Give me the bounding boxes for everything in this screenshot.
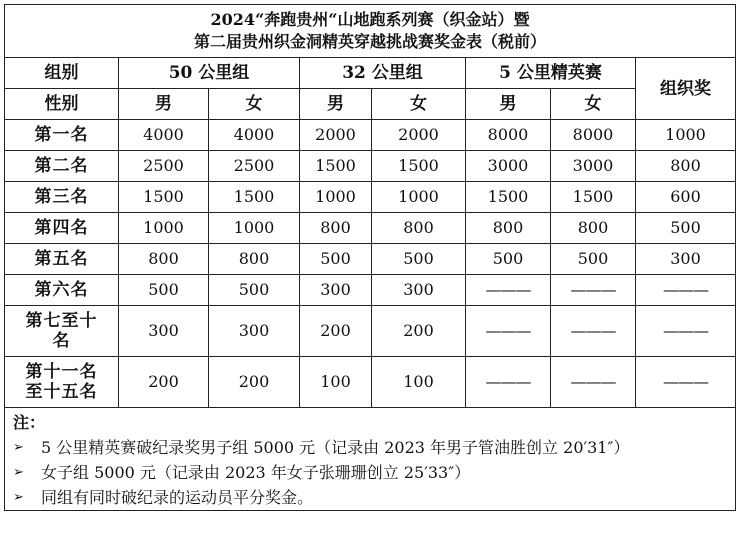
prize-rows — [5, 120, 736, 408]
rank-label: 第四名 — [5, 213, 119, 244]
prize-cell: 1000 — [636, 120, 736, 151]
prize-cell: 300 — [372, 275, 466, 306]
table-row — [5, 357, 736, 408]
prize-cell: 800 — [551, 213, 636, 244]
rank-label: 第十一名至十五名 — [5, 357, 119, 408]
table-row — [5, 244, 736, 275]
prize-cell: 3000 — [551, 151, 636, 182]
table-row — [5, 306, 736, 357]
prize-cell: 300 — [119, 306, 209, 357]
gender-male: 男 — [119, 89, 209, 120]
prize-cell: 500 — [636, 213, 736, 244]
prize-cell: ——— — [551, 357, 636, 408]
note-text: 同组有同时破纪录的运动员平分奖金。 — [41, 488, 314, 507]
prize-cell: ——— — [466, 306, 551, 357]
prize-cell: 300 — [209, 306, 300, 357]
table-row — [5, 275, 736, 306]
group-5km-elite: 5 公里精英赛 — [466, 58, 636, 89]
notes-row — [5, 408, 736, 511]
prize-cell: ——— — [636, 306, 736, 357]
table-row — [5, 151, 736, 182]
prize-cell: 1500 — [300, 151, 372, 182]
group-32km: 32 公里组 — [300, 58, 466, 89]
prize-cell: 800 — [466, 213, 551, 244]
prize-cell: 800 — [372, 213, 466, 244]
arrow-bullet-icon: ➢ — [13, 490, 24, 505]
prize-cell: 800 — [300, 213, 372, 244]
note-item — [13, 460, 729, 485]
rank-label: 第三名 — [5, 182, 119, 213]
title-line-2: 第二届贵州织金洞精英穿越挑战赛奖金表（税前） — [194, 32, 547, 51]
prize-cell: 500 — [209, 275, 300, 306]
prize-cell: 800 — [119, 244, 209, 275]
gender-female: 女 — [209, 89, 300, 120]
prize-cell: 8000 — [466, 120, 551, 151]
prize-cell: 1000 — [300, 182, 372, 213]
prize-cell: 300 — [636, 244, 736, 275]
prize-cell: 1000 — [119, 213, 209, 244]
note-item — [13, 435, 729, 460]
prize-cell: 300 — [300, 275, 372, 306]
prize-cell: 500 — [119, 275, 209, 306]
prize-cell: 8000 — [551, 120, 636, 151]
prize-cell: ——— — [636, 275, 736, 306]
rank-label: 第二名 — [5, 151, 119, 182]
rank-label: 第六名 — [5, 275, 119, 306]
prize-cell: ——— — [551, 275, 636, 306]
note-text: 5 公里精英赛破纪录奖男子组 5000 元（记录由 2023 年男子管油胜创立 20′31″） — [41, 438, 630, 457]
prize-cell: 2500 — [209, 151, 300, 182]
prize-table — [4, 4, 736, 511]
prize-cell: 2500 — [119, 151, 209, 182]
arrow-bullet-icon: ➢ — [13, 465, 24, 480]
prize-cell: 1500 — [209, 182, 300, 213]
prize-cell: 100 — [372, 357, 466, 408]
gender-header-row — [5, 89, 736, 120]
rank-label: 第七至十名 — [5, 306, 119, 357]
rank-label: 第一名 — [5, 120, 119, 151]
prize-cell: 1500 — [551, 182, 636, 213]
table-row — [5, 182, 736, 213]
gender-male: 男 — [300, 89, 372, 120]
prize-cell: 1000 — [372, 182, 466, 213]
prize-cell: 1500 — [372, 151, 466, 182]
table-row — [5, 120, 736, 151]
prize-cell: 600 — [636, 182, 736, 213]
prize-cell: 1500 — [119, 182, 209, 213]
table-title — [5, 5, 736, 58]
prize-cell: 200 — [119, 357, 209, 408]
prize-cell: 1500 — [466, 182, 551, 213]
prize-cell: ——— — [466, 275, 551, 306]
prize-cell: 3000 — [466, 151, 551, 182]
prize-cell: 500 — [466, 244, 551, 275]
title-row — [5, 5, 736, 58]
prize-cell: 4000 — [209, 120, 300, 151]
rank-label: 第五名 — [5, 244, 119, 275]
prize-cell: 200 — [372, 306, 466, 357]
arrow-bullet-icon: ➢ — [13, 440, 24, 455]
prize-table-document — [4, 4, 735, 556]
group-label: 组别 — [5, 58, 119, 89]
note-text: 女子组 5000 元（记录由 2023 年女子张珊珊创立 25′33″） — [41, 463, 471, 482]
gender-female: 女 — [372, 89, 466, 120]
prize-cell: 800 — [209, 244, 300, 275]
prize-cell: 1000 — [209, 213, 300, 244]
group-header-row — [5, 58, 736, 89]
gender-female: 女 — [551, 89, 636, 120]
prize-cell: ——— — [466, 357, 551, 408]
prize-cell: 500 — [551, 244, 636, 275]
notes-label: 注： — [13, 413, 46, 432]
prize-cell: 200 — [300, 306, 372, 357]
prize-cell: ——— — [551, 306, 636, 357]
table-row — [5, 213, 736, 244]
prize-cell: 500 — [300, 244, 372, 275]
gender-male: 男 — [466, 89, 551, 120]
prize-cell: 100 — [300, 357, 372, 408]
notes-cell — [5, 408, 736, 511]
note-item — [13, 485, 729, 510]
prize-cell: 200 — [209, 357, 300, 408]
prize-cell: 4000 — [119, 120, 209, 151]
gender-label: 性别 — [5, 89, 119, 120]
org-award-header: 组织奖 — [636, 58, 736, 120]
title-line-1: 2024“奔跑贵州“山地跑系列赛（织金站）暨 — [210, 10, 530, 29]
prize-cell: 2000 — [372, 120, 466, 151]
notes-list — [13, 435, 729, 510]
prize-cell: ——— — [636, 357, 736, 408]
prize-cell: 2000 — [300, 120, 372, 151]
prize-cell: 800 — [636, 151, 736, 182]
prize-cell: 500 — [372, 244, 466, 275]
group-50km: 50 公里组 — [119, 58, 300, 89]
